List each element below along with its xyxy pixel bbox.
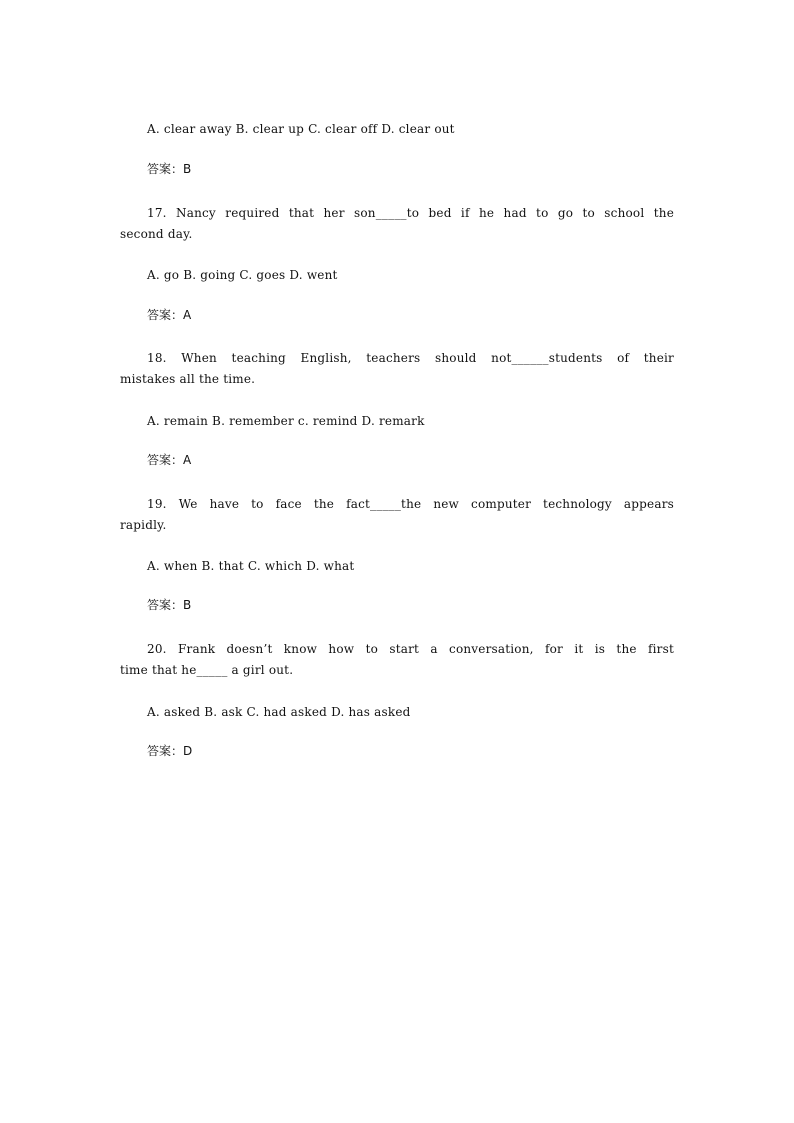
question-17 [120, 203, 674, 245]
question-18 [120, 348, 674, 390]
options-19: A. when B. that C. which D. what [147, 559, 355, 573]
question-20-line1: 20. Frank doesn’t know how to start a conversation, for it is the first [147, 642, 674, 656]
answer-16: 答案：B [147, 162, 192, 176]
question-19-line1: 19. We have to face the fact_____the new computer technology appears [147, 497, 674, 511]
question-19-line2: rapidly. [120, 518, 167, 532]
question-17-line2: second day. [120, 227, 193, 241]
options-20: A. asked B. ask C. had asked D. has asked [147, 705, 411, 719]
answer-19: 答案：B [147, 598, 192, 612]
question-17-line1: 17. Nancy required that her son_____to bed if he had to go to school the [147, 206, 674, 220]
answer-20: 答案：D [147, 744, 193, 758]
answer-17: 答案：A [147, 308, 192, 322]
question-19 [120, 494, 674, 536]
options-18: A. remain B. remember c. remind D. remark [147, 414, 425, 428]
question-18-line1: 18. When teaching English, teachers should not______students of their [147, 351, 674, 365]
question-18-line2: mistakes all the time. [120, 372, 256, 386]
options-16: A. clear away B. clear up C. clear off D. clear out [147, 122, 455, 136]
question-20 [120, 639, 674, 681]
question-20-line2: time that he_____ a girl out. [120, 663, 294, 677]
answer-18: 答案：A [147, 453, 192, 467]
options-17: A. go B. going C. goes D. went [147, 268, 338, 282]
